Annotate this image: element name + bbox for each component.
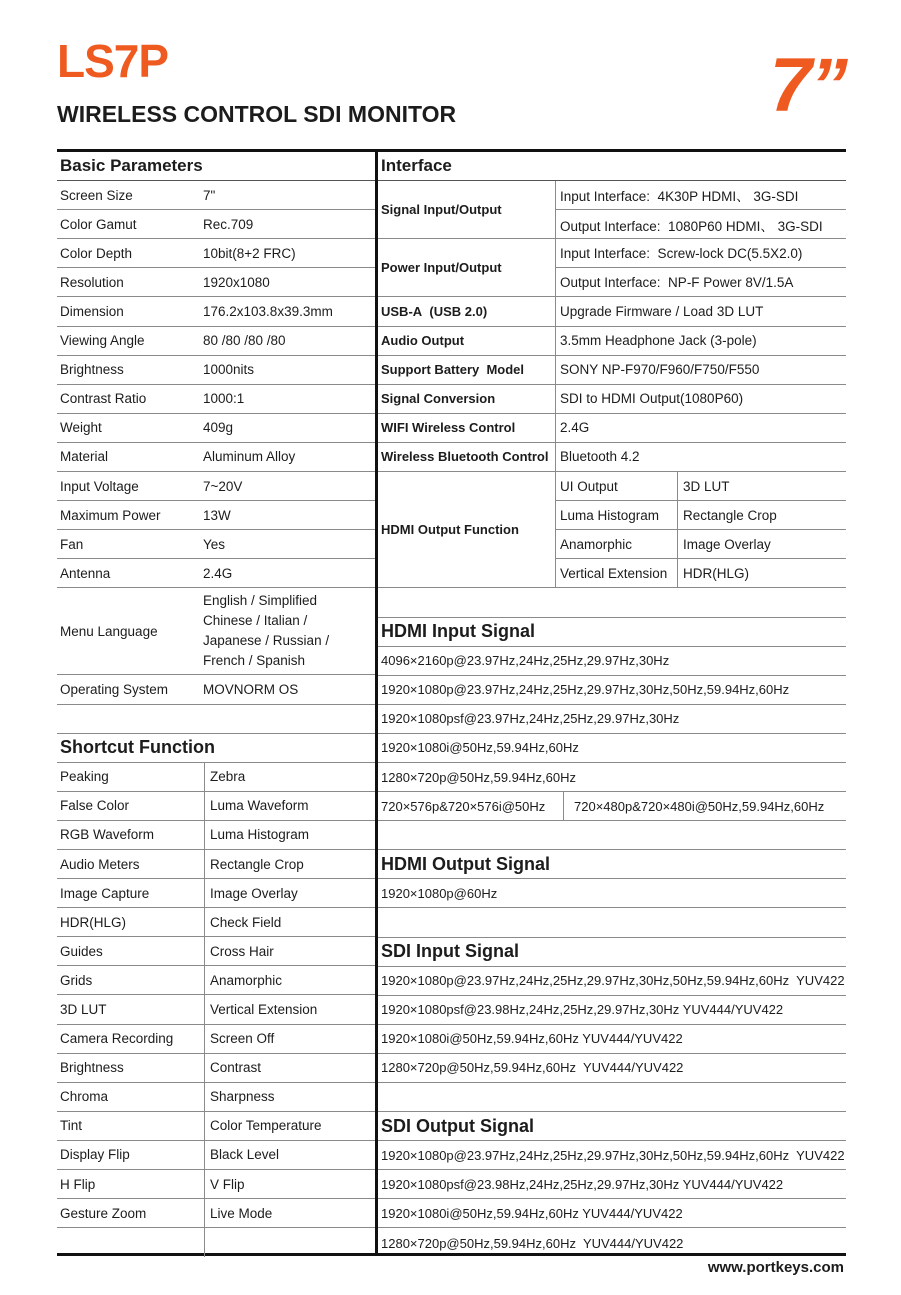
- spec-row: [57, 501, 375, 530]
- shortcut-row: [57, 1199, 375, 1228]
- signal-row: 1280×720p@50Hz,59.94Hz,60Hz YUV444/YUV422: [381, 1235, 684, 1251]
- shortcut-row: [57, 1025, 375, 1054]
- spec-label: Input Voltage: [60, 478, 139, 494]
- shortcut-item: Camera Recording: [57, 1025, 205, 1053]
- signal-row-split: [378, 792, 846, 821]
- spec-row: [57, 385, 375, 414]
- shortcut-row: [57, 966, 375, 995]
- screen-size-badge: 7”: [769, 43, 846, 128]
- shortcut-row: [57, 879, 375, 908]
- signal-row: 1920×1080i@50Hz,59.94Hz,60Hz YUV444/YUV422: [378, 1199, 846, 1228]
- power-io-row: [378, 239, 846, 297]
- shortcut-item: Gesture Zoom: [57, 1199, 205, 1227]
- spec-value: Aluminum Alloy: [203, 449, 296, 465]
- empty-row: [378, 821, 846, 850]
- signal-row: 1920×1080psf@23.97Hz,24Hz,25Hz,29.97Hz,30Hz: [378, 705, 846, 734]
- shortcut-row: [57, 1112, 375, 1141]
- interface-value: Input Interface: 4K30P HDMI、 3G-SDI: [556, 181, 846, 210]
- shortcut-item: Live Mode: [210, 1205, 273, 1221]
- shortcut-row: [57, 1083, 375, 1112]
- signal-cell: 720×576p&720×576i@50Hz: [378, 792, 564, 820]
- interface-value: 3.5mm Headphone Jack (3-pole): [560, 333, 757, 349]
- spec-value: 7~20V: [203, 478, 243, 494]
- shortcut-function-header: [57, 734, 375, 763]
- shortcut-item: Display Flip: [57, 1141, 205, 1169]
- shortcut-item: 3D LUT: [57, 995, 205, 1023]
- signal-row: 1920×1080p@23.97Hz,24Hz,25Hz,29.97Hz,30Hz,50Hz,59.94Hz,60Hz YUV422: [378, 967, 846, 996]
- menu-language-row: [57, 588, 375, 675]
- spec-value: MOVNORM OS: [203, 681, 299, 697]
- spec-label: Contrast Ratio: [60, 391, 147, 407]
- section-title: SDI Input Signal: [381, 941, 519, 962]
- shortcut-item: H Flip: [57, 1170, 205, 1198]
- shortcut-item: Cross Hair: [210, 943, 274, 959]
- interface-value: SDI to HDMI Output(1080P60): [560, 391, 744, 407]
- spec-row: [57, 443, 375, 472]
- function-item: Anamorphic: [556, 530, 678, 558]
- section-title: HDMI Output Signal: [381, 853, 550, 874]
- shortcut-item: Image Overlay: [210, 885, 298, 901]
- spec-value: 1000nits: [203, 362, 255, 378]
- empty-row: [378, 908, 846, 937]
- spec-row: [57, 297, 375, 326]
- spec-label: Color Depth: [60, 245, 133, 261]
- signal-row: 1920×1080psf@23.98Hz,24Hz,25Hz,29.97Hz,30Hz YUV444/YUV422: [378, 1170, 846, 1199]
- shortcut-item: False Color: [57, 792, 205, 820]
- shortcut-item: Brightness: [57, 1054, 205, 1082]
- spec-value: 409g: [203, 420, 234, 436]
- spec-value: 80 /80 /80 /80: [203, 333, 286, 349]
- interface-header: [378, 152, 846, 181]
- shortcut-item: HDR(HLG): [57, 908, 205, 936]
- spec-label: Antenna: [60, 565, 111, 581]
- interface-value: Output Interface: NP-F Power 8V/1.5A: [560, 275, 794, 291]
- spec-label: Weight: [60, 420, 102, 436]
- interface-row: [378, 327, 846, 356]
- function-item: UI Output: [556, 472, 678, 500]
- spec-label: Brightness: [60, 362, 124, 378]
- spec-value: Yes: [203, 536, 226, 552]
- shortcut-item: Tint: [57, 1112, 205, 1140]
- function-item: 3D LUT: [683, 478, 730, 494]
- function-item: HDR(HLG): [683, 566, 749, 582]
- signal-row: 4096×2160p@23.97Hz,24Hz,25Hz,29.97Hz,30Hz: [378, 647, 846, 676]
- interface-value: Input Interface: Screw-lock DC(5.5X2.0): [556, 239, 846, 268]
- signal-row: 1920×1080i@50Hz,59.94Hz,60Hz YUV444/YUV422: [378, 1025, 846, 1054]
- website-link[interactable]: www.portkeys.com: [707, 1259, 844, 1276]
- spec-row: [57, 268, 375, 297]
- spec-row: [57, 239, 375, 268]
- section-title: Interface: [381, 156, 452, 176]
- shortcut-row: [57, 995, 375, 1024]
- shortcut-item: Contrast: [210, 1060, 262, 1076]
- interface-row: [378, 385, 846, 414]
- shortcut-item-empty: [57, 1228, 205, 1257]
- spec-value: 1920x1080: [203, 274, 270, 290]
- shortcut-item: Guides: [57, 937, 205, 965]
- function-item: Vertical Extension: [556, 559, 678, 588]
- signal-row: 1920×1080p@23.97Hz,24Hz,25Hz,29.97Hz,30Hz,50Hz,59.94Hz,60Hz YUV422: [378, 1141, 846, 1170]
- interface-value: Output Interface: 1080P60 HDMI、 3G-SDI: [560, 218, 823, 234]
- interface-label: Wireless Bluetooth Control: [378, 443, 556, 471]
- shortcut-item: Grids: [57, 966, 205, 994]
- signal-cell: 720×480p&720×480i@50Hz,59.94Hz,60Hz: [574, 798, 825, 814]
- spec-value: English / Simplified Chinese / Italian / Japanese / Russian / French / Spanish: [203, 593, 330, 669]
- empty-row: [378, 1083, 846, 1112]
- shortcut-item: Zebra: [210, 769, 246, 785]
- function-pair: [556, 472, 846, 501]
- section-title: HDMI Input Signal: [381, 621, 535, 642]
- spec-label: Screen Size: [60, 187, 133, 203]
- shortcut-item: Rectangle Crop: [210, 856, 304, 872]
- hdmi-input-signal-header: [378, 618, 846, 647]
- shortcut-row: [57, 908, 375, 937]
- spec-label: Menu Language: [60, 623, 158, 639]
- signal-row: 1920×1080p@23.97Hz,24Hz,25Hz,29.97Hz,30Hz,50Hz,59.94Hz,60Hz: [378, 676, 846, 705]
- section-title: Shortcut Function: [60, 737, 215, 758]
- section-title: Basic Parameters: [60, 156, 203, 176]
- interface-row: [378, 414, 846, 443]
- spec-value: 176.2x103.8x39.3mm: [203, 304, 333, 320]
- spec-label: Resolution: [60, 274, 124, 290]
- basic-parameters-header: [57, 152, 375, 181]
- shortcut-item: Black Level: [210, 1147, 280, 1163]
- spec-value: 1000:1: [203, 391, 245, 407]
- interface-row: [378, 356, 846, 385]
- spec-label: Viewing Angle: [60, 333, 145, 349]
- interface-row: [378, 443, 846, 472]
- shortcut-item: Luma Waveform: [210, 798, 309, 814]
- interface-label: WIFI Wireless Control: [378, 414, 556, 442]
- signal-row: 1280×720p@50Hz,59.94Hz,60Hz YUV444/YUV422: [378, 1054, 846, 1083]
- sdi-output-signal-header: [378, 1112, 846, 1141]
- interface-label: Signal Conversion: [378, 385, 556, 413]
- shortcut-item: Color Temperature: [210, 1118, 322, 1134]
- shortcut-row: [57, 937, 375, 966]
- signal-row: 1920×1080i@50Hz,59.94Hz,60Hz: [378, 734, 846, 763]
- shortcut-row: [57, 850, 375, 879]
- spec-value: 7": [203, 187, 216, 203]
- shortcut-item: Screen Off: [210, 1031, 275, 1047]
- function-item: Image Overlay: [683, 536, 771, 552]
- shortcut-row: [57, 792, 375, 821]
- spec-row: [57, 327, 375, 356]
- shortcut-item: Luma Histogram: [210, 827, 310, 843]
- spec-row: [57, 210, 375, 239]
- spec-label: Operating System: [60, 681, 169, 697]
- empty-row: [378, 588, 846, 617]
- shortcut-item: Image Capture: [57, 879, 205, 907]
- interface-label: Power Input/Output: [378, 239, 556, 296]
- function-item: Luma Histogram: [556, 501, 678, 529]
- interface-value: Bluetooth 4.2: [560, 449, 640, 465]
- spec-row: [57, 356, 375, 385]
- spec-row: [57, 181, 375, 210]
- signal-row: 1920×1080psf@23.98Hz,24Hz,25Hz,29.97Hz,30Hz YUV444/YUV422: [378, 996, 846, 1025]
- signal-row: 1280×720p@50Hz,59.94Hz,60Hz: [378, 763, 846, 792]
- shortcut-item: Chroma: [57, 1083, 205, 1111]
- spec-label: Material: [60, 449, 109, 465]
- shortcut-row: [57, 1141, 375, 1170]
- hdmi-output-signal-header: [378, 850, 846, 879]
- signal-io-row: [378, 181, 846, 239]
- spec-row: [57, 472, 375, 501]
- spec-value: Rec.709: [203, 216, 254, 232]
- shortcut-item: Sharpness: [210, 1089, 275, 1105]
- shortcut-item: Vertical Extension: [210, 1001, 318, 1017]
- spec-value: 13W: [203, 507, 231, 523]
- spec-row: [57, 559, 375, 588]
- interface-label: USB-A (USB 2.0): [378, 297, 556, 325]
- interface-value: SONY NP-F970/F960/F750/F550: [560, 362, 760, 378]
- shortcut-row: [57, 1170, 375, 1199]
- sdi-input-signal-header: [378, 938, 846, 967]
- shortcut-row: [57, 763, 375, 792]
- shortcut-item: V Flip: [210, 1176, 245, 1192]
- shortcut-item: Audio Meters: [57, 850, 205, 878]
- left-column: [57, 152, 375, 1257]
- function-pair: [556, 559, 846, 588]
- spec-label: Fan: [60, 536, 84, 552]
- shortcut-row: [57, 1054, 375, 1083]
- shortcut-item: RGB Waveform: [57, 821, 205, 849]
- hdmi-output-function-row: [378, 472, 846, 588]
- interface-label: Audio Output: [378, 327, 556, 355]
- interface-label: Signal Input/Output: [378, 181, 556, 238]
- product-subtitle: WIRELESS CONTROL SDI MONITOR: [57, 101, 457, 127]
- interface-row: [378, 297, 846, 326]
- empty-row: [57, 705, 375, 734]
- model-title: LS7P: [57, 35, 169, 87]
- interface-label: HDMI Output Function: [378, 472, 556, 587]
- spec-label: Maximum Power: [60, 507, 161, 523]
- spec-row: [57, 530, 375, 559]
- spec-label: Color Gamut: [60, 216, 137, 232]
- shortcut-item: Check Field: [210, 914, 282, 930]
- section-title: SDI Output Signal: [381, 1115, 534, 1136]
- function-pair: [556, 501, 846, 530]
- signal-row: 1920×1080p@60Hz: [378, 879, 846, 908]
- shortcut-row: [57, 821, 375, 850]
- shortcut-row-empty: [57, 1228, 375, 1257]
- shortcut-item: Anamorphic: [210, 972, 283, 988]
- interface-label: Support Battery Model: [378, 356, 556, 384]
- right-column: [378, 152, 846, 1258]
- function-item: Rectangle Crop: [683, 507, 777, 523]
- shortcut-item: Peaking: [57, 763, 205, 791]
- spec-value: 2.4G: [203, 565, 233, 581]
- spec-label: Dimension: [60, 304, 124, 320]
- interface-value: Upgrade Firmware / Load 3D LUT: [560, 304, 764, 320]
- interface-value: 2.4G: [560, 420, 590, 436]
- spec-value: 10bit(8+2 FRC): [203, 245, 296, 261]
- spec-row: [57, 675, 375, 704]
- spec-row: [57, 414, 375, 443]
- function-pair: [556, 530, 846, 559]
